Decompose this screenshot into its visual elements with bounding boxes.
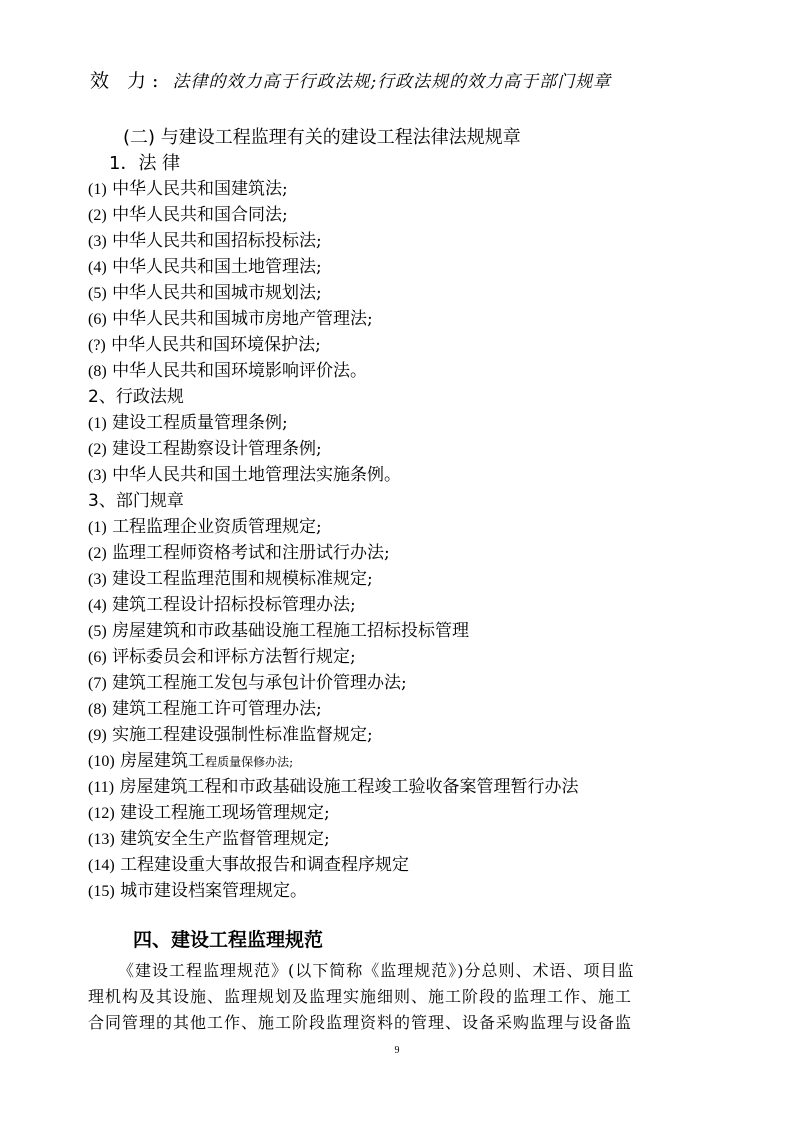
law-item: (2) 中华人民共和国合同法; [88,205,288,225]
rule-item: (3) 建设工程监理范围和规模标准规定; [88,569,373,589]
paragraph-line: 理机构及其设施、监理规划及监理实施细则、施工阶段的监理工作、施工 [88,987,633,1006]
rule-item: (7) 建筑工程施工发包与承包计价管理办法; [88,673,407,693]
rule-item: (2) 监理工程师资格考试和注册试行办法; [88,543,390,563]
rule-item: (15) 城市建设档案管理规定。 [88,881,308,901]
laws-heading: 1．法 律 [109,153,181,174]
law-item: (3) 中华人民共和国招标投标法; [88,231,322,251]
efficacy-line [90,72,611,91]
regulation-item: (3) 中华人民共和国土地管理法实施条例。 [88,465,402,485]
rule-item: (14) 工程建设重大事故报告和调查程序规定 [88,855,410,875]
rule-item: (10) 房屋建筑工程质量保修办法; [88,751,294,771]
rule-item: (13) 建筑安全生产监督管理规定; [88,829,330,849]
paragraph-line: 《建设工程监理规范》(以下简称《监理规范》)分总则、术语、项目监 [118,961,635,980]
rule-item: (8) 建筑工程施工许可管理办法; [88,699,322,719]
rules-heading: 3、部门规章 [88,491,184,511]
law-item: (5) 中华人民共和国城市规划法; [88,283,322,303]
law-item: (8) 中华人民共和国环境影响评价法。 [88,361,368,381]
efficacy-label: 效 力: [90,70,165,92]
rule-item: (12) 建设工程施工现场管理规定; [88,803,330,823]
regulation-item: (2) 建设工程勘察设计管理条例; [88,439,322,459]
rule-item: (9) 实施工程建设强制性标准监督规定; [88,725,373,745]
rule-item: (6) 评标委员会和评标方法暂行规定; [88,647,356,667]
law-item: (4) 中华人民共和国土地管理法; [88,257,322,277]
rule-item: (4) 建筑工程设计招标投标管理办法; [88,595,356,615]
law-item: (1) 中华人民共和国建筑法; [88,179,288,199]
law-item: (6) 中华人民共和国城市房地产管理法; [88,309,373,329]
regulations-heading: 2、行政法规 [88,387,184,407]
rule-item: (11) 房屋建筑工程和市政基础设施工程竣工验收备案管理暂行办法 [88,777,579,797]
law-item: (?) 中华人民共和国环境保护法; [88,335,321,355]
paragraph-line: 合同管理的其他工作、施工阶段监理资料的管理、设备采购监理与设备监 [88,1013,633,1032]
regulation-item: (1) 建设工程质量管理条例; [88,413,288,433]
subsection-title: (二) 与建设工程监理有关的建设工程法律法规规章 [123,127,521,148]
rule-item: (5) 房屋建筑和市政基础设施工程施工招标投标管理 [88,621,470,641]
page-number: 9 [394,1045,400,1056]
section-four-title: 四、建设工程监理规范 [133,929,324,951]
rule-item: (1) 工程监理企业资质管理规定; [88,517,322,537]
efficacy-text: 法律的效力高于行政法规;行政法规的效力高于部门规章 [172,72,612,92]
